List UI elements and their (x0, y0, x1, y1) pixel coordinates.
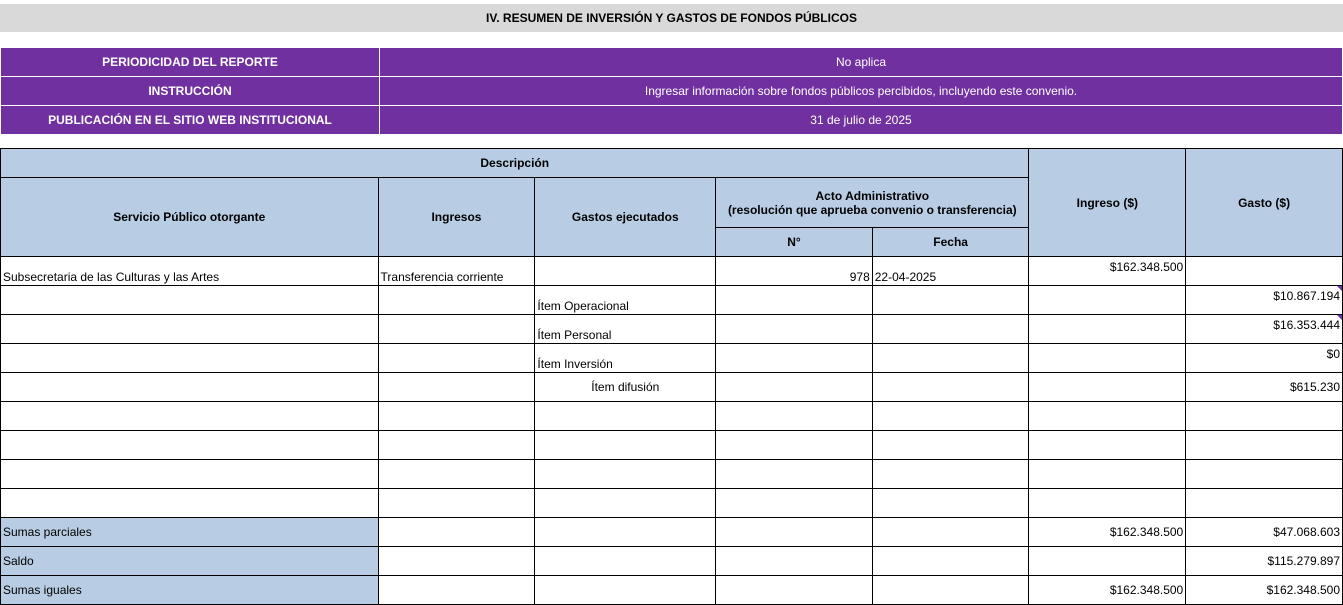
cell-gasto[interactable]: $615.230 (1186, 373, 1343, 402)
empty-cell[interactable] (716, 489, 873, 518)
cell-numero[interactable] (716, 373, 873, 402)
empty-cell[interactable] (378, 576, 535, 605)
empty-cell[interactable] (716, 576, 873, 605)
empty-cell[interactable] (1029, 460, 1186, 489)
empty-cell[interactable] (1186, 431, 1343, 460)
empty-cell[interactable] (1029, 431, 1186, 460)
empty-cell[interactable] (1, 402, 379, 431)
empty-cell[interactable] (1029, 402, 1186, 431)
cell-servicio[interactable] (1, 373, 379, 402)
cell-fecha[interactable] (872, 344, 1029, 373)
empty-cell[interactable] (535, 460, 716, 489)
info-row-publicacion (1, 106, 1343, 135)
sumas-parciales-ingreso[interactable]: $162.348.500 (1029, 518, 1186, 547)
empty-cell[interactable] (1186, 460, 1343, 489)
info-value[interactable]: 31 de julio de 2025 (380, 106, 1343, 135)
info-value[interactable]: Ingresar información sobre fondos públicos percibidos, incluyendo este convenio. (380, 77, 1343, 106)
empty-cell[interactable] (535, 489, 716, 518)
header-acto-line2: (resolución que aprueba convenio o transferencia) (727, 202, 1017, 217)
empty-cell[interactable] (716, 431, 873, 460)
header-servicio: Servicio Público otorgante (1, 178, 379, 257)
empty-cell[interactable] (535, 431, 716, 460)
header-acto-line1: Acto Administrativo (815, 188, 930, 203)
cell-servicio[interactable] (1, 315, 379, 344)
sumas-iguales-label: Sumas iguales (1, 576, 379, 605)
cell-ingresos[interactable] (378, 344, 535, 373)
cell-ingreso[interactable] (1029, 373, 1186, 402)
empty-cell[interactable] (1029, 489, 1186, 518)
cell-ingreso[interactable] (1029, 344, 1186, 373)
empty-cell[interactable] (716, 547, 873, 576)
header-gastos: Gastos ejecutados (535, 178, 716, 257)
sumas-parciales-label: Sumas parciales (1, 518, 379, 547)
cell-ingresos[interactable] (378, 286, 535, 315)
header-ingresos: Ingresos (378, 178, 535, 257)
saldo-ingreso[interactable] (1029, 547, 1186, 576)
cell-gastos[interactable] (535, 257, 716, 286)
empty-cell[interactable] (378, 547, 535, 576)
info-label: PUBLICACIÓN EN EL SITIO WEB INSTITUCIONAL (1, 106, 380, 135)
header-gasto: Gasto ($) (1186, 149, 1343, 257)
empty-cell[interactable] (378, 460, 535, 489)
cell-ingresos[interactable]: Transferencia corriente (378, 257, 535, 286)
cell-gastos[interactable]: Ítem Inversión (535, 344, 716, 373)
cell-fecha[interactable] (872, 315, 1029, 344)
table-row (1, 373, 1343, 402)
empty-cell[interactable] (378, 518, 535, 547)
sumas-parciales-gasto[interactable]: $47.068.603 (1186, 518, 1343, 547)
empty-cell[interactable] (1, 489, 379, 518)
empty-cell[interactable] (1, 460, 379, 489)
info-label: INSTRUCCIÓN (1, 77, 380, 106)
empty-cell[interactable] (1186, 402, 1343, 431)
table-row (1, 257, 1343, 286)
cell-numero[interactable] (716, 344, 873, 373)
sumas-iguales-ingreso[interactable]: $162.348.500 (1029, 576, 1186, 605)
sumas-iguales-gasto[interactable]: $162.348.500 (1186, 576, 1343, 605)
cell-servicio[interactable] (1, 286, 379, 315)
empty-cell[interactable] (378, 489, 535, 518)
cell-fecha[interactable] (872, 286, 1029, 315)
table-row (1, 344, 1343, 373)
empty-cell[interactable] (872, 547, 1029, 576)
report-info-table (0, 47, 1343, 135)
cell-ingreso[interactable] (1029, 315, 1186, 344)
info-row-periodicidad (1, 48, 1343, 77)
cell-fecha[interactable]: 22-04-2025 (872, 257, 1029, 286)
header-acto-administrativo (716, 178, 1029, 228)
cell-gastos[interactable]: Ítem Operacional (535, 286, 716, 315)
empty-cell[interactable] (872, 489, 1029, 518)
header-descripcion: Descripción (1, 149, 1029, 178)
empty-cell[interactable] (535, 518, 716, 547)
cell-gastos[interactable]: Ítem Personal (535, 315, 716, 344)
empty-cell[interactable] (535, 547, 716, 576)
cell-numero[interactable] (716, 286, 873, 315)
info-label: PERIODICIDAD DEL REPORTE (1, 48, 380, 77)
cell-servicio[interactable] (1, 344, 379, 373)
cell-gasto[interactable] (1186, 257, 1343, 286)
sumas-parciales-row (1, 518, 1343, 547)
empty-cell[interactable] (1, 431, 379, 460)
empty-cell[interactable] (872, 431, 1029, 460)
empty-cell[interactable] (716, 518, 873, 547)
empty-row (1, 431, 1343, 460)
empty-cell[interactable] (716, 402, 873, 431)
cell-ingreso[interactable]: $162.348.500 (1029, 257, 1186, 286)
empty-cell[interactable] (872, 402, 1029, 431)
cell-gasto[interactable]: $10.867.194 (1186, 286, 1343, 315)
empty-row (1, 460, 1343, 489)
info-value[interactable]: No aplica (380, 48, 1343, 77)
section-title: IV. RESUMEN DE INVERSIÓN Y GASTOS DE FONDOS PÚBLICOS (0, 4, 1343, 32)
cell-ingreso[interactable] (1029, 286, 1186, 315)
cell-numero[interactable]: 978 (716, 257, 873, 286)
cell-ingresos[interactable] (378, 315, 535, 344)
header-fecha: Fecha (872, 228, 1029, 257)
table-row (1, 315, 1343, 344)
header-ingreso: Ingreso ($) (1029, 149, 1186, 257)
sumas-iguales-row (1, 576, 1343, 605)
empty-cell[interactable] (378, 431, 535, 460)
table-row (1, 286, 1343, 315)
cell-gasto[interactable]: $0 (1186, 344, 1343, 373)
funds-summary-table (0, 148, 1343, 605)
cell-fecha[interactable] (872, 373, 1029, 402)
empty-cell[interactable] (535, 576, 716, 605)
empty-cell[interactable] (872, 518, 1029, 547)
cell-gasto[interactable]: $16.353.444 (1186, 315, 1343, 344)
header-numero: N° (716, 228, 873, 257)
empty-cell[interactable] (378, 402, 535, 431)
cell-gastos[interactable]: Ítem difusión (535, 373, 716, 402)
empty-cell[interactable] (1186, 489, 1343, 518)
cell-ingresos[interactable] (378, 373, 535, 402)
empty-cell[interactable] (872, 576, 1029, 605)
cell-numero[interactable] (716, 315, 873, 344)
saldo-gasto[interactable]: $115.279.897 (1186, 547, 1343, 576)
empty-cell[interactable] (716, 460, 873, 489)
empty-cell[interactable] (872, 460, 1029, 489)
info-row-instruccion (1, 77, 1343, 106)
saldo-row (1, 547, 1343, 576)
empty-row (1, 489, 1343, 518)
cell-servicio[interactable]: Subsecretaria de las Culturas y las Artes (1, 257, 379, 286)
empty-row (1, 402, 1343, 431)
empty-cell[interactable] (535, 402, 716, 431)
saldo-label: Saldo (1, 547, 379, 576)
